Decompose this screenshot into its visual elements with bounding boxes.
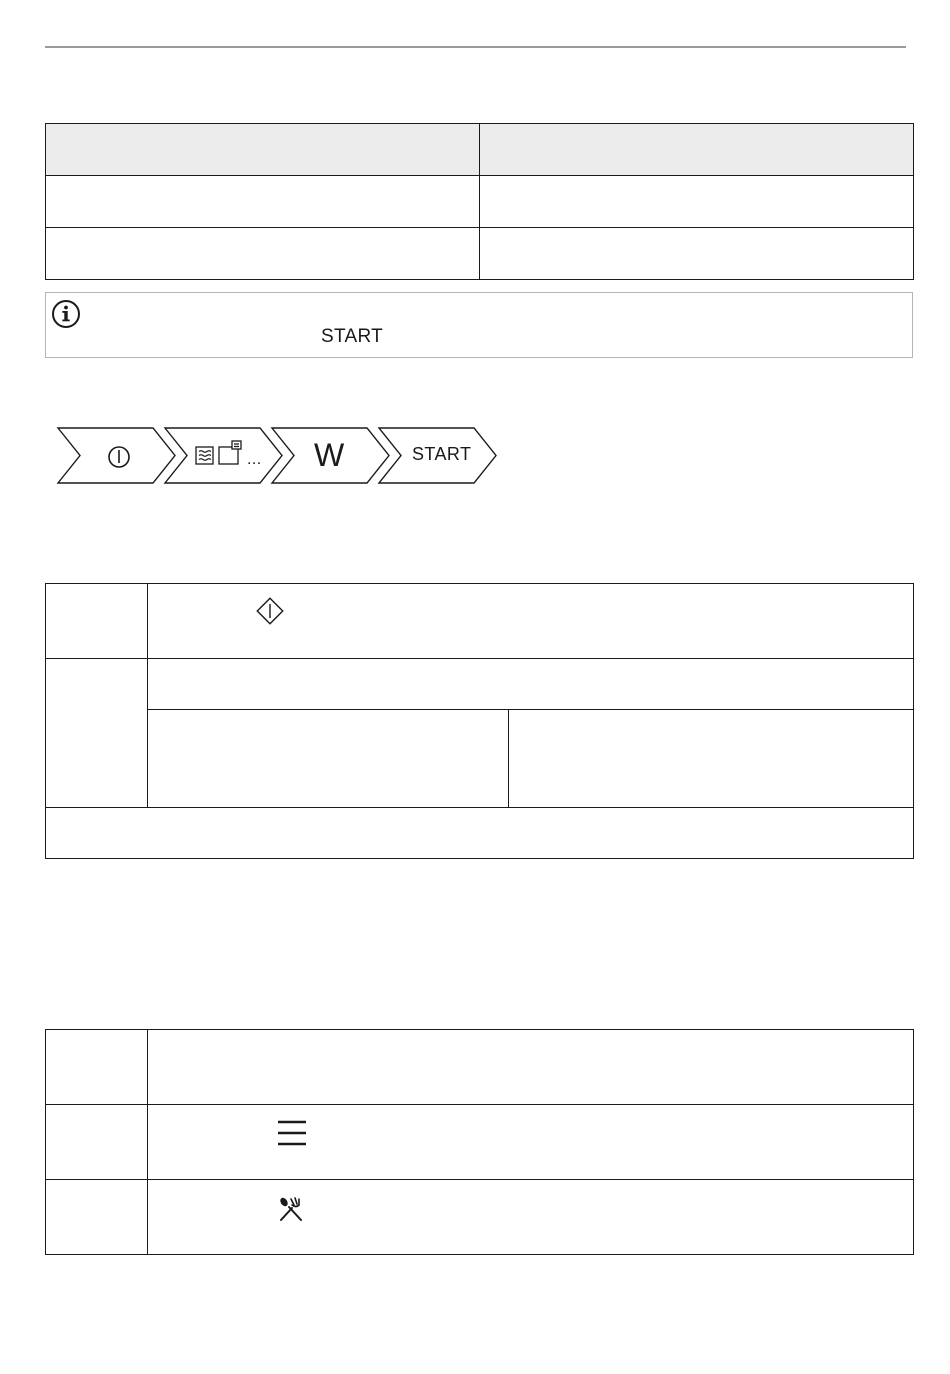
step-sequence [55, 425, 500, 487]
table-row [46, 228, 914, 280]
info-note [45, 292, 913, 358]
table-cell [148, 659, 914, 710]
step-ellipsis: ... [247, 451, 262, 468]
table-cell [480, 176, 914, 228]
table-cell [148, 710, 509, 808]
table-cell [148, 584, 914, 659]
info-icon [51, 299, 81, 329]
table-row [46, 1030, 914, 1105]
menu-icon [276, 1119, 308, 1147]
start-label: START [321, 326, 384, 347]
table-row [46, 808, 914, 859]
fork-knife-icon [277, 1197, 305, 1223]
table-cell [480, 228, 914, 280]
table-header-cell [480, 124, 914, 176]
table-row [46, 659, 914, 710]
table-header-row [46, 124, 914, 176]
menu-table [45, 1029, 914, 1255]
table-row [46, 710, 914, 808]
step-w-label: W [314, 437, 345, 473]
table-header-cell [46, 124, 480, 176]
table-row [46, 1105, 914, 1180]
start-diamond-icon [256, 597, 284, 625]
step-number-cell [46, 659, 148, 808]
table-cell [46, 176, 480, 228]
step-number-cell [46, 1105, 148, 1180]
step-number-cell [46, 584, 148, 659]
table-cell [46, 808, 914, 859]
table-cell [148, 1105, 914, 1180]
table-cell [148, 1030, 914, 1105]
table-cell [46, 228, 480, 280]
table-cell [148, 1180, 914, 1255]
step-chevron [58, 428, 175, 483]
step-number-cell [46, 1180, 148, 1255]
table-cell [509, 710, 914, 808]
table-row [46, 584, 914, 659]
step-number-cell [46, 1030, 148, 1105]
settings-table [45, 123, 914, 280]
step-chevron [165, 428, 282, 483]
top-rule [45, 46, 906, 48]
table-row [46, 1180, 914, 1255]
table-row [46, 176, 914, 228]
step-start-label: START [412, 444, 472, 464]
procedure-table [45, 583, 914, 859]
